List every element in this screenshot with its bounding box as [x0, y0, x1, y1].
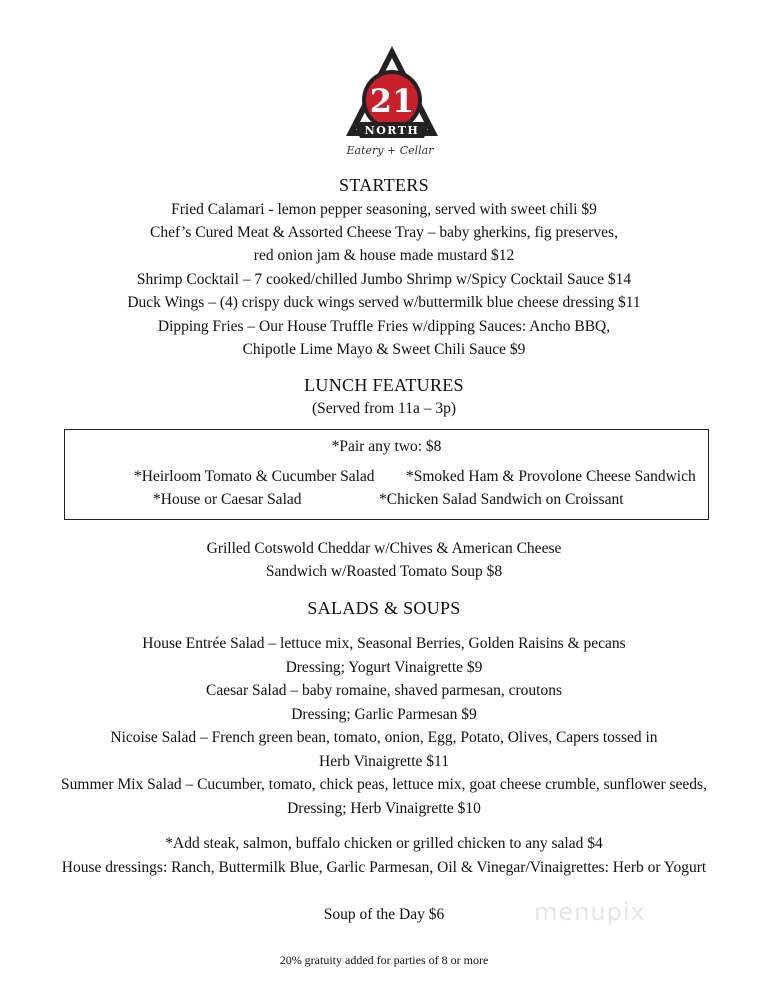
gratuity-note: 20% gratuity added for parties of 8 or more: [279, 953, 489, 967]
salad-line: Summer Mix Salad – Cucumber, tomato, chick peas, lettuce mix, goat cheese crumble, sunflower seeds,: [61, 776, 707, 793]
starter-line: Chef’s Cured Meat & Assorted Cheese Tray – baby gherkins, fig preserves,: [150, 224, 618, 241]
lunch-special-line: Grilled Cotswold Cheddar w/Chives & American Cheese: [206, 540, 562, 557]
lunch-heading: LUNCH FEATURES: [304, 375, 464, 395]
watermark: menupix: [534, 898, 646, 926]
logo-name: NORTH: [364, 124, 420, 137]
salad-line: Nicoise Salad – French green bean, tomato, onion, Egg, Potato, Olives, Capers tossed in: [110, 729, 658, 746]
pair-any-two-box: [64, 429, 709, 520]
starters-heading: STARTERS: [339, 175, 429, 195]
starter-line: Chipotle Lime Mayo & Sweet Chili Sauce $9: [242, 341, 526, 358]
pair-item: *House or Caesar Salad: [153, 491, 302, 508]
logo-subtitle: Eatery + Cellar: [346, 144, 434, 157]
logo-number: 21: [369, 82, 415, 120]
lunch-special-line: Sandwich w/Roasted Tomato Soup $8: [265, 563, 503, 580]
salad-line: Dressing; Yogurt Vinaigrette $9: [285, 659, 483, 676]
starter-line: Fried Calamari - lemon pepper seasoning, served with sweet chili $9: [171, 201, 597, 218]
house-dressings-line: House dressings: Ranch, Buttermilk Blue, Garlic Parmesan, Oil & Vinegar/Vinaigrettes: Herb or Yogurt: [61, 859, 707, 876]
salad-addon-line: *Add steak, salmon, buffalo chicken or grilled chicken to any salad $4: [165, 835, 603, 852]
starter-line: red onion jam & house made mustard $12: [253, 247, 515, 264]
lunch-subheading: (Served from 11a – 3p): [311, 400, 457, 417]
salad-line: Dressing; Garlic Parmesan $9: [291, 706, 477, 723]
salad-line: Dressing; Herb Vinaigrette $10: [287, 800, 481, 817]
pair-item: *Chicken Salad Sandwich on Croissant: [379, 491, 624, 508]
starter-line: Duck Wings – (4) crispy duck wings served w/buttermilk blue cheese dressing $11: [127, 294, 641, 311]
pair-item: *Heirloom Tomato & Cucumber Salad: [134, 468, 375, 485]
starter-line: Dipping Fries – Our House Truffle Fries w/dipping Sauces: Ancho BBQ,: [157, 318, 611, 335]
salad-line: Herb Vinaigrette $11: [319, 753, 449, 770]
pair-item: *Smoked Ham & Provolone Cheese Sandwich: [406, 468, 696, 485]
salads-heading: SALADS & SOUPS: [307, 598, 461, 618]
salad-line: House Entrée Salad – lettuce mix, Seasonal Berries, Golden Raisins & pecans: [142, 635, 626, 652]
pair-title: *Pair any two: $8: [331, 438, 442, 455]
starter-line: Shrimp Cocktail – 7 cooked/chilled Jumbo Shrimp w/Spicy Cocktail Sauce $14: [136, 271, 632, 288]
soup-of-the-day: Soup of the Day $6: [323, 906, 445, 923]
salad-line: Caesar Salad – baby romaine, shaved parmesan, croutons: [206, 682, 562, 699]
